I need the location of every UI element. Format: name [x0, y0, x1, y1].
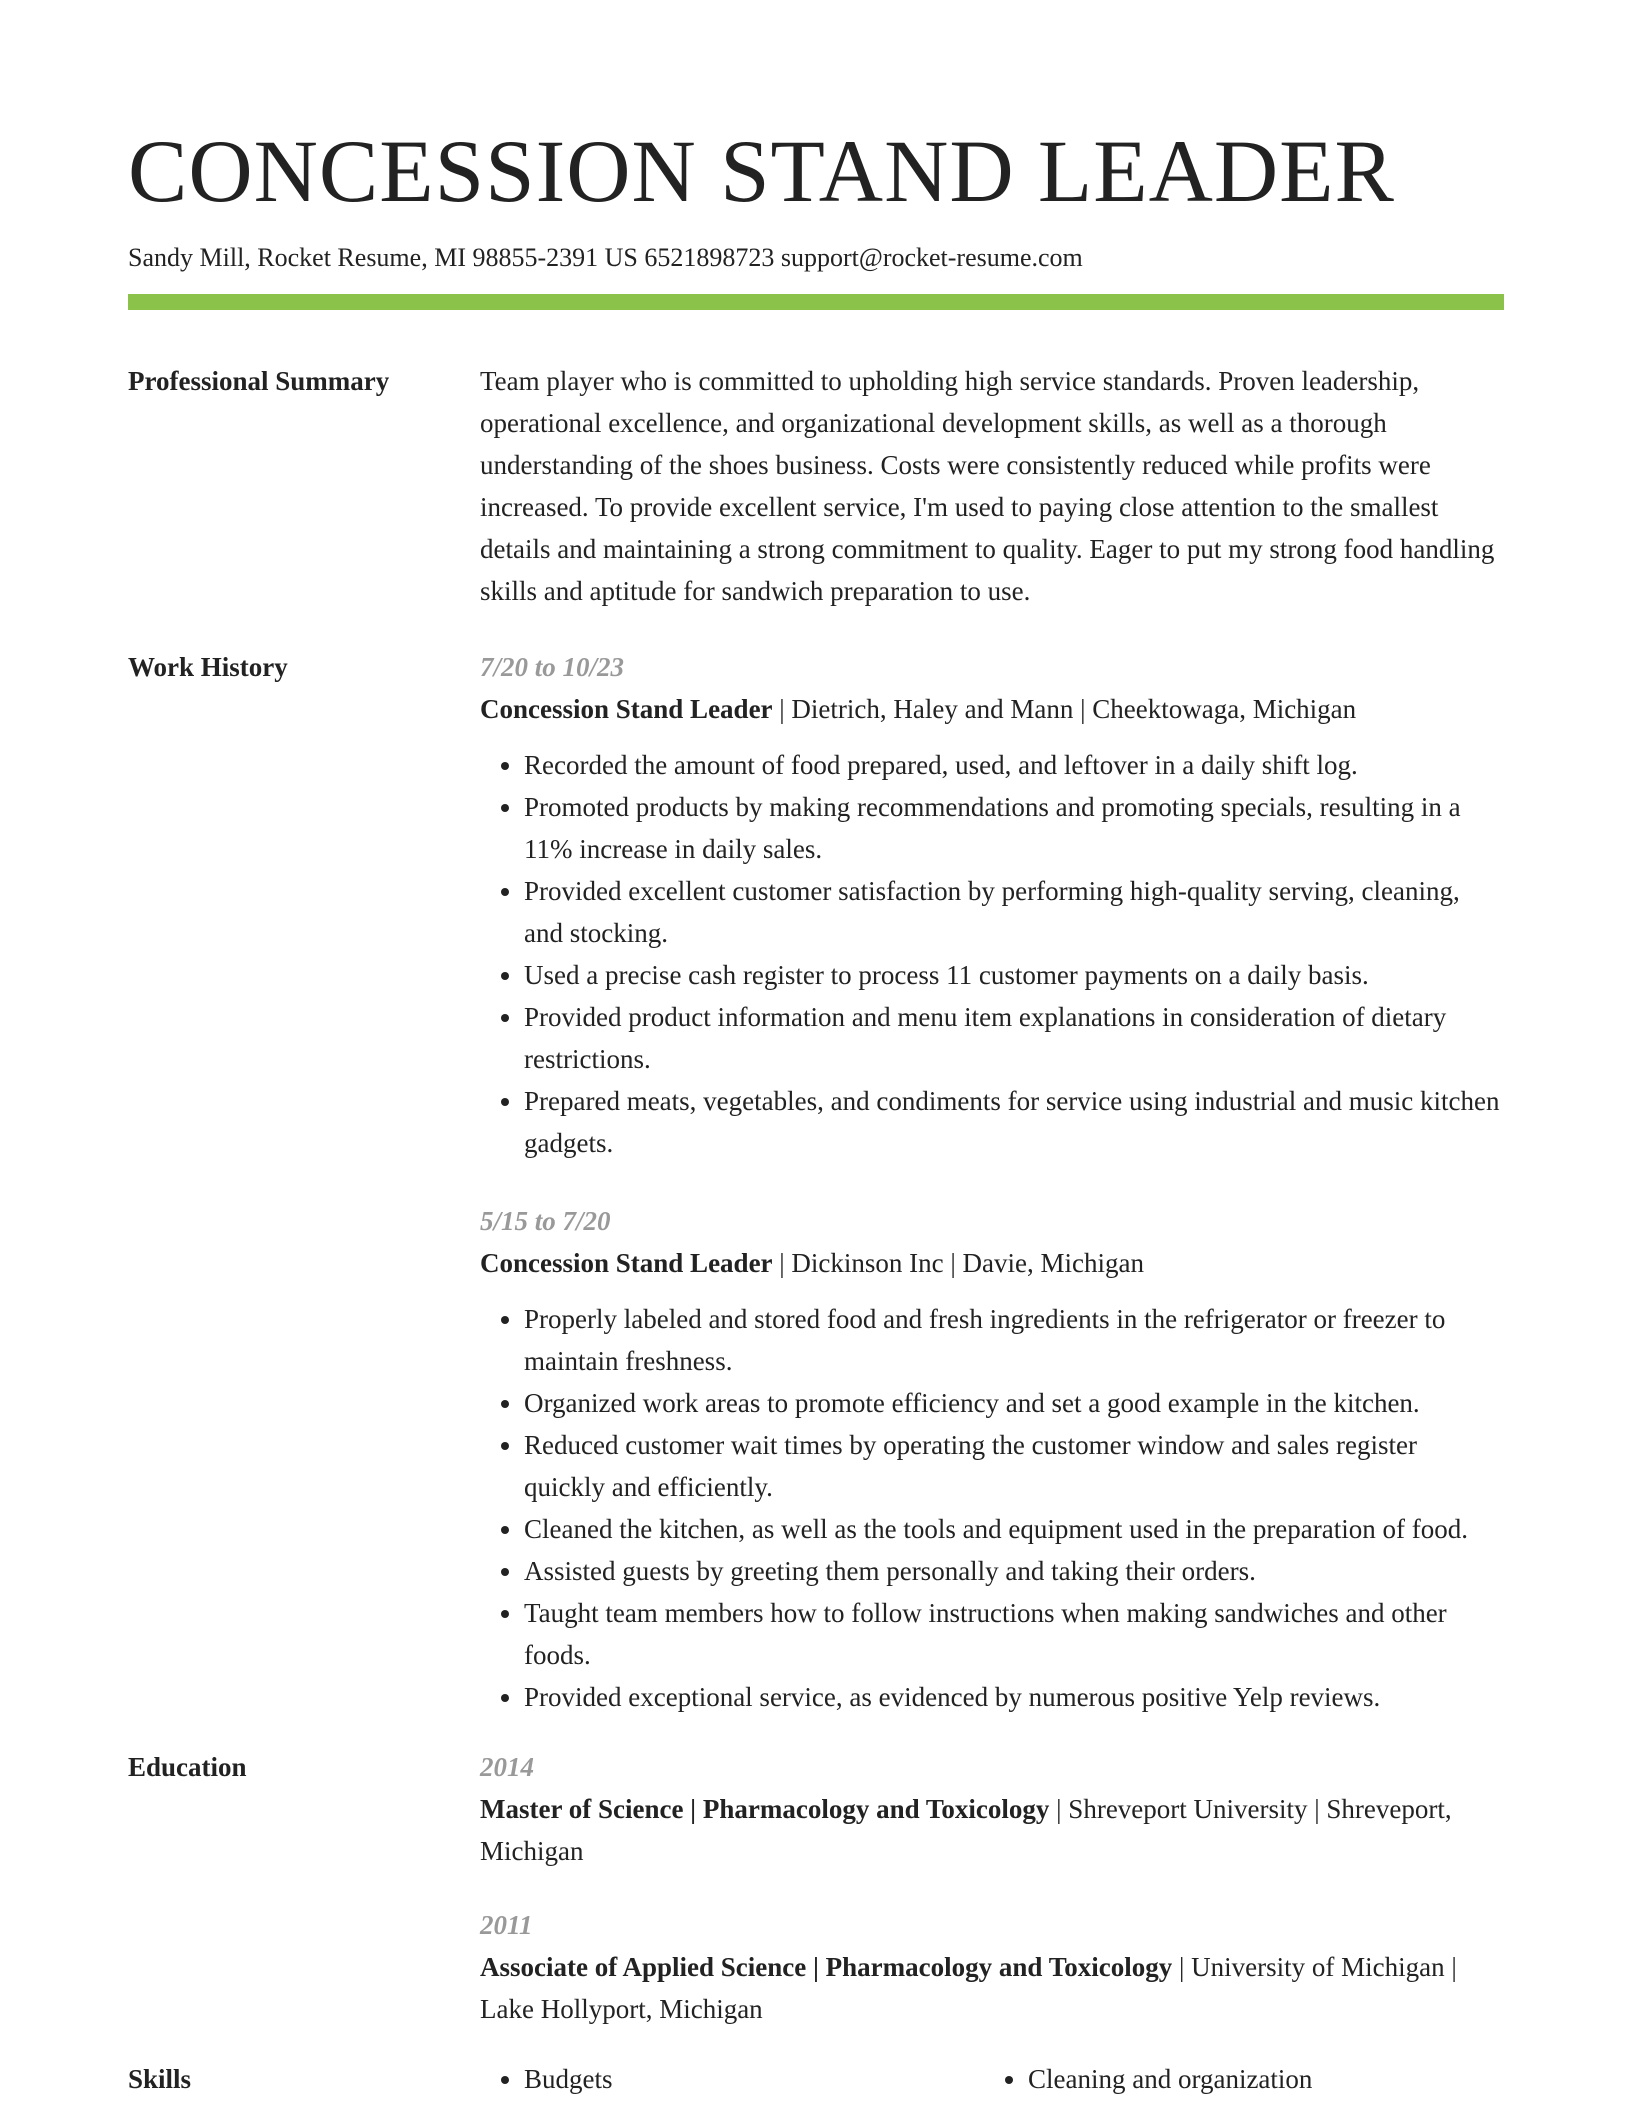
education-entry	[480, 1904, 1504, 2030]
job-title-line	[480, 688, 1504, 730]
job-bullet: • Reduced customer wait times by operating the customer window and sales register quickly and efficiently.	[524, 1424, 1504, 1508]
education-year: 2011	[480, 1910, 533, 1940]
skill-item: • Budgets	[524, 2058, 984, 2100]
job-bullets	[480, 744, 1504, 1164]
header-divider	[128, 294, 1504, 310]
job-bullet: • Taught team members how to follow instructions when making sandwiches and other foods.	[524, 1592, 1504, 1676]
job-bullet: • Provided excellent customer satisfaction by performing high-quality serving, cleaning, and stocking.	[524, 870, 1504, 954]
job-bullet: • Used a precise cash register to process 11 customer payments on a daily basis.	[524, 954, 1504, 996]
section-title-work-history: Work History	[128, 652, 288, 682]
skills-list	[480, 2058, 1504, 2100]
education-degree-line	[480, 1788, 1504, 1872]
section-title-summary: Professional Summary	[128, 366, 390, 396]
job-title: Concession Stand Leader	[480, 694, 773, 724]
job-employer: | Dickinson Inc | Davie, Michigan	[772, 1248, 1145, 1278]
education-degree: Associate of Applied Science | Pharmacology and Toxicology	[480, 1952, 1173, 1982]
contact-line: Sandy Mill, Rocket Resume, MI 98855-2391 US 6521898723 support@rocket-resume.com	[128, 243, 1083, 272]
job-bullet: • Cleaned the kitchen, as well as the tools and equipment used in the preparation of food.	[524, 1508, 1504, 1550]
summary-text: Team player who is committed to upholding high service standards. Proven leadership, operational excellence, and organizational development skills, as well as a thorough understanding of the shoes business. Costs were consistently reduced while profits were increased. To provide excellent service, I'm used to paying close attention to the smallest details and maintaining a strong commitment to quality. Eager to put my strong food handling skills and aptitude for sandwich preparation to use.	[480, 366, 1495, 606]
skills-column	[480, 2058, 984, 2100]
education-list	[480, 1746, 1504, 2030]
skills-column	[984, 2058, 1488, 2100]
education-year: 2014	[480, 1752, 534, 1782]
job-bullet: • Prepared meats, vegetables, and condiments for service using industrial and music kitchen gadgets.	[524, 1080, 1504, 1164]
section-title-skills: Skills	[128, 2064, 192, 2094]
job-title-line	[480, 1242, 1504, 1284]
education-entry	[480, 1746, 1504, 1872]
education-degree-line	[480, 1946, 1504, 2030]
job-dates: 5/15 to 7/20	[480, 1206, 611, 1236]
job-entry	[480, 1200, 1504, 1718]
education-section	[128, 1746, 1504, 2030]
section-title-education: Education	[128, 1752, 247, 1782]
resume-name: CONCESSION STAND LEADER	[128, 123, 1395, 221]
education-degree: Master of Science | Pharmacology and Toxicology	[480, 1794, 1050, 1824]
job-entry	[480, 646, 1504, 1164]
job-employer: | Dietrich, Haley and Mann | Cheektowaga, Michigan	[772, 694, 1357, 724]
education-school: | University of Michigan | Lake Hollyport, Michigan	[480, 1952, 1457, 2024]
skill-item: • Cleaning and organization	[1028, 2058, 1488, 2100]
work-history-section	[128, 646, 1504, 1718]
job-bullet: • Recorded the amount of food prepared, used, and leftover in a daily shift log.	[524, 744, 1504, 786]
work-history-list	[480, 646, 1504, 1718]
education-school: | Shreveport University | Shreveport, Michigan	[480, 1794, 1452, 1866]
job-bullet: • Organized work areas to promote efficiency and set a good example in the kitchen.	[524, 1382, 1504, 1424]
job-dates: 7/20 to 10/23	[480, 652, 625, 682]
resume-page	[128, 0, 1504, 2100]
skills-section	[128, 2058, 1504, 2100]
job-bullet: • Assisted guests by greeting them personally and taking their orders.	[524, 1550, 1504, 1592]
job-bullet: • Provided exceptional service, as evidenced by numerous positive Yelp reviews.	[524, 1676, 1504, 1718]
job-title: Concession Stand Leader	[480, 1248, 773, 1278]
summary-section	[128, 360, 1504, 612]
job-bullets	[480, 1298, 1504, 1718]
job-bullet: • Promoted products by making recommendations and promoting specials, resulting in a 11% increase in daily sales.	[524, 786, 1504, 870]
job-bullet: • Provided product information and menu item explanations in consideration of dietary restrictions.	[524, 996, 1504, 1080]
job-bullet: • Properly labeled and stored food and fresh ingredients in the refrigerator or freezer to maintain freshness.	[524, 1298, 1504, 1382]
